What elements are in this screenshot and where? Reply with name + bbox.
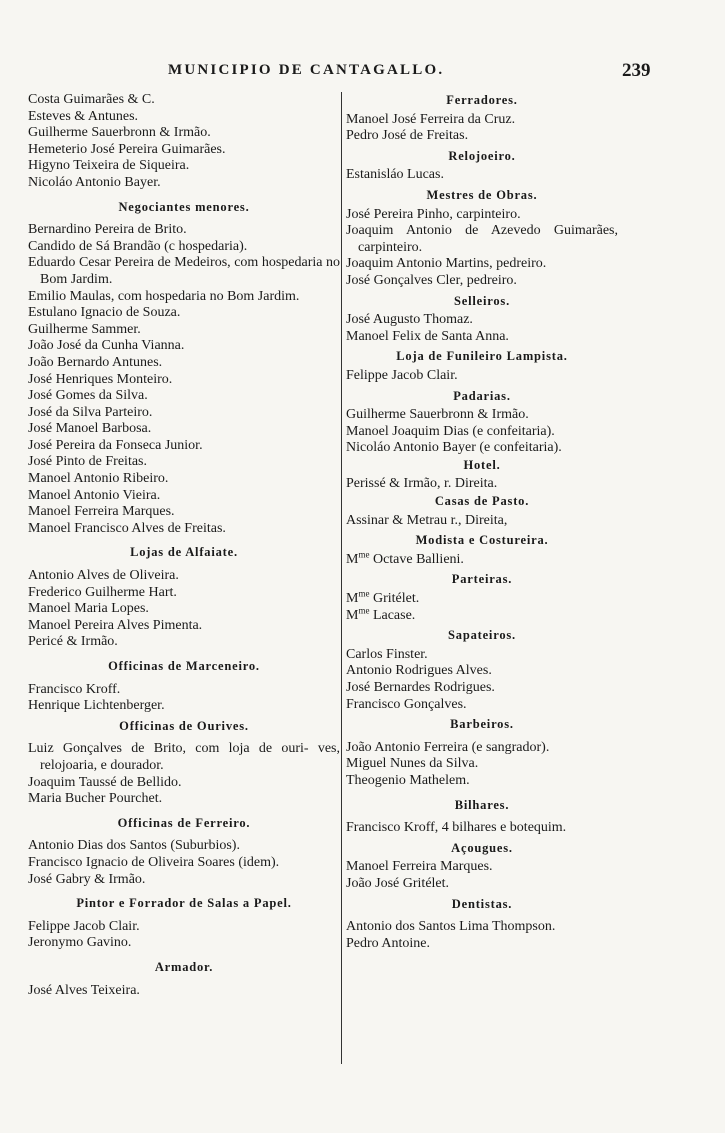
list-item: Manoel Francisco Alves de Freitas. (28, 520, 226, 536)
list-item: Miguel Nunes da Silva. (346, 756, 479, 772)
list-item: Guilherme Sammer. (28, 321, 141, 337)
section-heading: Padarias. (453, 388, 511, 403)
right-column (346, 92, 618, 952)
list-item: Pericé & Irmão. (28, 634, 118, 650)
list-item: Eduardo Cesar Pereira de Medeiros, com hospedaria no Bom Jardim. (28, 255, 340, 287)
section-ferradores (346, 92, 618, 145)
section-modista (346, 532, 618, 568)
section-heading: Armador. (154, 959, 214, 974)
section-heading: Loja de Funileiro Lampista. (396, 349, 568, 364)
list-item: Manoel Antonio Ribeiro. (28, 471, 169, 487)
section-casas-pasto (346, 493, 618, 529)
list-item: Theogenio Mathelem. (346, 772, 470, 788)
section-heading: Relojoeiro. (448, 148, 516, 163)
section-barbeiros (346, 716, 618, 789)
list-item: Frederico Guilherme Hart. (28, 584, 177, 600)
list-item: Manoel Pereira Alves Pimenta. (28, 617, 203, 633)
list-item: Candido de Sá Brandão (c hospedaria). (28, 238, 248, 254)
section-heading: Negociantes menores. (118, 199, 250, 214)
list-item: José Gomes da Silva. (28, 388, 148, 404)
section-acougues (346, 840, 618, 893)
list-item: José Augusto Thomaz. (346, 312, 473, 328)
section-heading: Officinas de Ferreiro. (117, 815, 251, 830)
list-item: Manoel José Ferreira da Cruz. (346, 111, 516, 127)
list-item: Jeronymo Gavino. (28, 935, 132, 951)
list-item: Manoel Ferreira Marques. (28, 504, 175, 520)
list-item: Carlos Finster. (346, 646, 428, 662)
section-heading: Mestres de Obras. (426, 187, 538, 202)
section-heading: Lojas de Alfaiate. (130, 545, 238, 560)
list-item: Francisco Gonçalves. (346, 696, 467, 712)
section-pintor (28, 895, 340, 952)
list-item: Francisco Kroff. (28, 681, 121, 697)
list-item: Higyno Teixeira de Siqueira. (28, 158, 190, 174)
list-item: Manoel Joaquim Dias (e confeitaria). (346, 423, 555, 439)
list-item: José Pereira Pinho, carpinteiro. (346, 206, 521, 222)
list-item: Pedro José de Freitas. (346, 128, 469, 144)
list-item: Felippe Jacob Clair. (28, 918, 140, 934)
intro-section (28, 92, 340, 192)
list-item: Bernardino Pereira de Brito. (28, 222, 187, 238)
page-title: MUNICIPIO DE CANTAGALLO. (168, 62, 445, 78)
list-item: José Gabry & Irmão. (28, 871, 146, 887)
list-item: Estanisláo Lucas. (346, 167, 444, 183)
list-item: Emilio Maulas, com hospedaria no Bom Jardim. (28, 288, 300, 304)
list-item: João Bernardo Antunes. (28, 354, 163, 370)
section-heading: Selleiros. (453, 293, 511, 308)
list-item: Hemeterio José Pereira Guimarães. (28, 141, 226, 157)
list-item: Antonio Dias dos Santos (Suburbios). (28, 838, 240, 854)
section-heading: Dentistas. (451, 896, 513, 911)
section-alfaiate (28, 544, 340, 651)
section-heading: Açougues. (451, 840, 513, 855)
list-item: Manoel Ferreira Marques. (346, 859, 493, 875)
list-item: Francisco Kroff, 4 bilhares e botequim. (346, 820, 567, 836)
section-ferreiro (28, 815, 340, 888)
section-dentistas (346, 896, 618, 953)
column-divider (341, 92, 342, 1064)
section-heading: Ferradores. (446, 93, 518, 107)
section-heading: Officinas de Marceneiro. (108, 659, 260, 673)
section-ourives (28, 718, 340, 808)
section-mestres-obras (346, 187, 618, 290)
list-item: Nicoláo Antonio Bayer (e confeitaria). (346, 440, 562, 456)
section-relojoeiro (346, 148, 618, 184)
list-item: José Bernardes Rodrigues. (346, 680, 495, 695)
list-item: Felippe Jacob Clair. (346, 367, 458, 383)
section-armador (28, 959, 340, 999)
section-heading: Pintor e Forrador de Salas a Papel. (76, 896, 292, 911)
list-item: João Antonio Ferreira (e sangrador). (346, 739, 550, 755)
list-item: Antonio Alves de Oliveira. (28, 568, 179, 584)
list-item: José Manoel Barbosa. (28, 421, 152, 437)
list-item: Perissé & Irmão, r. Direita. (346, 476, 498, 492)
section-sapateiros (346, 627, 618, 713)
list-item: João José da Cunha Vianna. (28, 338, 185, 354)
list-item: José Alves Teixeira. (28, 982, 140, 998)
list-item: Esteves & Antunes. (28, 108, 139, 124)
list-item: Joaquim Antonio Martins, pedreiro. (346, 256, 547, 272)
section-heading: Officinas de Ourives. (119, 718, 249, 733)
list-item: Pedro Antoine. (346, 935, 430, 951)
section-bilhares (346, 797, 618, 837)
section-heading: Casas de Pasto. (434, 494, 530, 509)
list-item: Manoel Maria Lopes. (28, 601, 149, 617)
section-funileiro (346, 348, 618, 384)
list-item: Guilherme Sauerbronn & Irmão. (346, 407, 529, 423)
list-item: $M^{me}$ Lacase. (346, 604, 416, 623)
list-item: José Gonçalves Cler, pedreiro. (346, 272, 517, 288)
list-item: João José Gritélet. (346, 875, 450, 891)
list-item: Estulano Ignacio de Souza. (28, 305, 181, 321)
list-item: Costa Guimarães & C. (28, 92, 155, 107)
section-hotel (346, 457, 618, 493)
list-item: Manoel Felix de Santa Anna. (346, 328, 509, 344)
section-heading: Hotel. (463, 457, 501, 472)
list-item: Joaquim Taussé de Bellido. (28, 774, 182, 790)
list-item: José Pinto de Freitas. (28, 454, 147, 470)
list-item: José Pereira da Fonseca Junior. (28, 437, 203, 453)
section-parteiras (346, 571, 618, 624)
list-item: Manoel Antonio Vieira. (28, 487, 161, 503)
list-item: Guilherme Sauerbronn & Irmão. (28, 125, 211, 141)
list-item: $M^{me}$ Octave Ballieni. (346, 549, 464, 567)
section-heading: Sapateiros. (448, 628, 516, 643)
section-negociantes (28, 199, 340, 538)
section-padarias (346, 388, 618, 457)
list-item: José Henriques Monteiro. (28, 371, 173, 387)
list-item: Luiz Gonçalves de Brito, com loja de ouri- ves, relojoaria, e dourador. (28, 741, 340, 773)
section-heading: Bilhares. (454, 797, 510, 812)
list-item: Antonio Rodrigues Alves. (346, 663, 492, 679)
section-heading: Barbeiros. (450, 717, 514, 732)
list-item: $M^{me}$ Gritélet. (346, 588, 420, 607)
list-item: José da Silva Parteiro. (28, 404, 153, 420)
list-item: Nicoláo Antonio Bayer. (28, 174, 161, 190)
page-number: 239 (622, 60, 651, 81)
list-item: Assinar & Metrau r., Direita, (346, 512, 508, 528)
list-item: Francisco Ignacio de Oliveira Soares (idem). (28, 854, 280, 870)
list-item: Antonio dos Santos Lima Thompson. (346, 919, 556, 935)
list-item: Maria Bucher Pourchet. (28, 791, 163, 807)
list-item: Joaquim Antonio de Azevedo Guimarães, carpinteiro. (346, 223, 618, 255)
list-item: Henrique Lichtenberger. (28, 698, 165, 714)
section-marceneiro (28, 658, 340, 715)
left-column (28, 92, 340, 999)
section-selleiros (346, 293, 618, 346)
page-header (0, 62, 725, 86)
section-heading: Parteiras. (451, 572, 513, 587)
section-heading: Modista e Costureira. (415, 533, 549, 548)
